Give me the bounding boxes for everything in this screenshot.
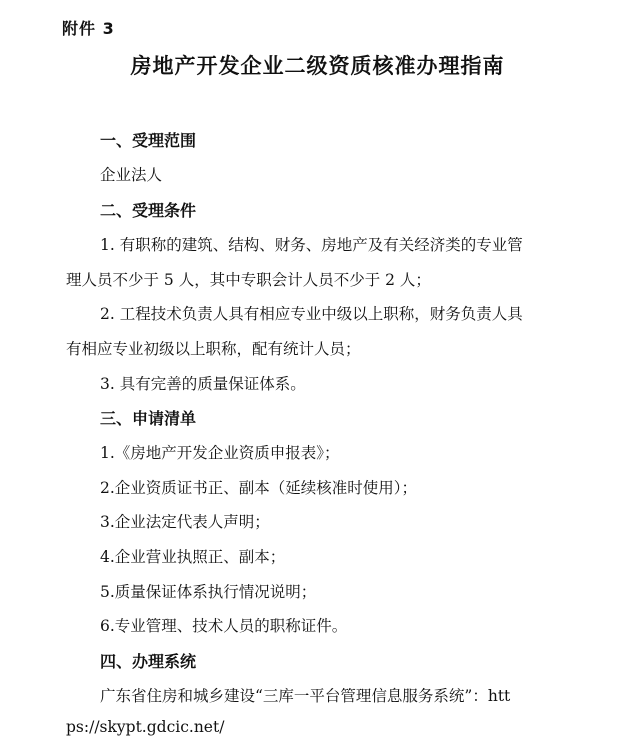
- system-url[interactable]: ps://skypt.gdcic.net/: [66, 718, 225, 736]
- material-item-5: 5.质量保证体系执行情况说明；: [100, 583, 317, 601]
- material-item-2: 2.企业资质证书正、副本（延续核准时使用）；: [100, 479, 418, 497]
- system-line-1: 广东省住房和城乡建设“三库一平台管理信息服务系统”：htt: [100, 687, 511, 705]
- condition-1-line-1: 1. 有职称的建筑、结构、财务、房地产及有关经济类的专业管: [100, 236, 523, 254]
- material-item-4: 4.企业营业执照正、副本；: [100, 548, 286, 566]
- document-title: 房地产开发企业二级资质核准办理指南: [130, 54, 505, 78]
- section-heading-scope: 一、受理范围: [100, 131, 197, 150]
- section-heading-materials: 三、申请清单: [100, 409, 197, 428]
- scope-text: 企业法人: [100, 166, 163, 184]
- material-item-6: 6.专业管理、技术人员的职称证件。: [100, 617, 348, 635]
- condition-1-line-2: 理人员不少于 5 人，其中专职会计人员不少于 2 人；: [66, 271, 431, 289]
- section-heading-conditions: 二、受理条件: [100, 201, 197, 220]
- condition-2-line-2: 有相应专业初级以上职称，配有统计人员；: [66, 340, 361, 358]
- attachment-label: 附件 3: [62, 19, 115, 38]
- material-item-3: 3.企业法定代表人声明；: [100, 513, 270, 531]
- material-item-1: 1.《房地产开发企业资质申报表》；: [100, 444, 340, 462]
- condition-3: 3. 具有完善的质量保证体系。: [100, 375, 306, 393]
- condition-2-line-1: 2. 工程技术负责人具有相应专业中级以上职称，财务负责人具: [100, 305, 523, 323]
- section-heading-system: 四、办理系统: [100, 652, 197, 671]
